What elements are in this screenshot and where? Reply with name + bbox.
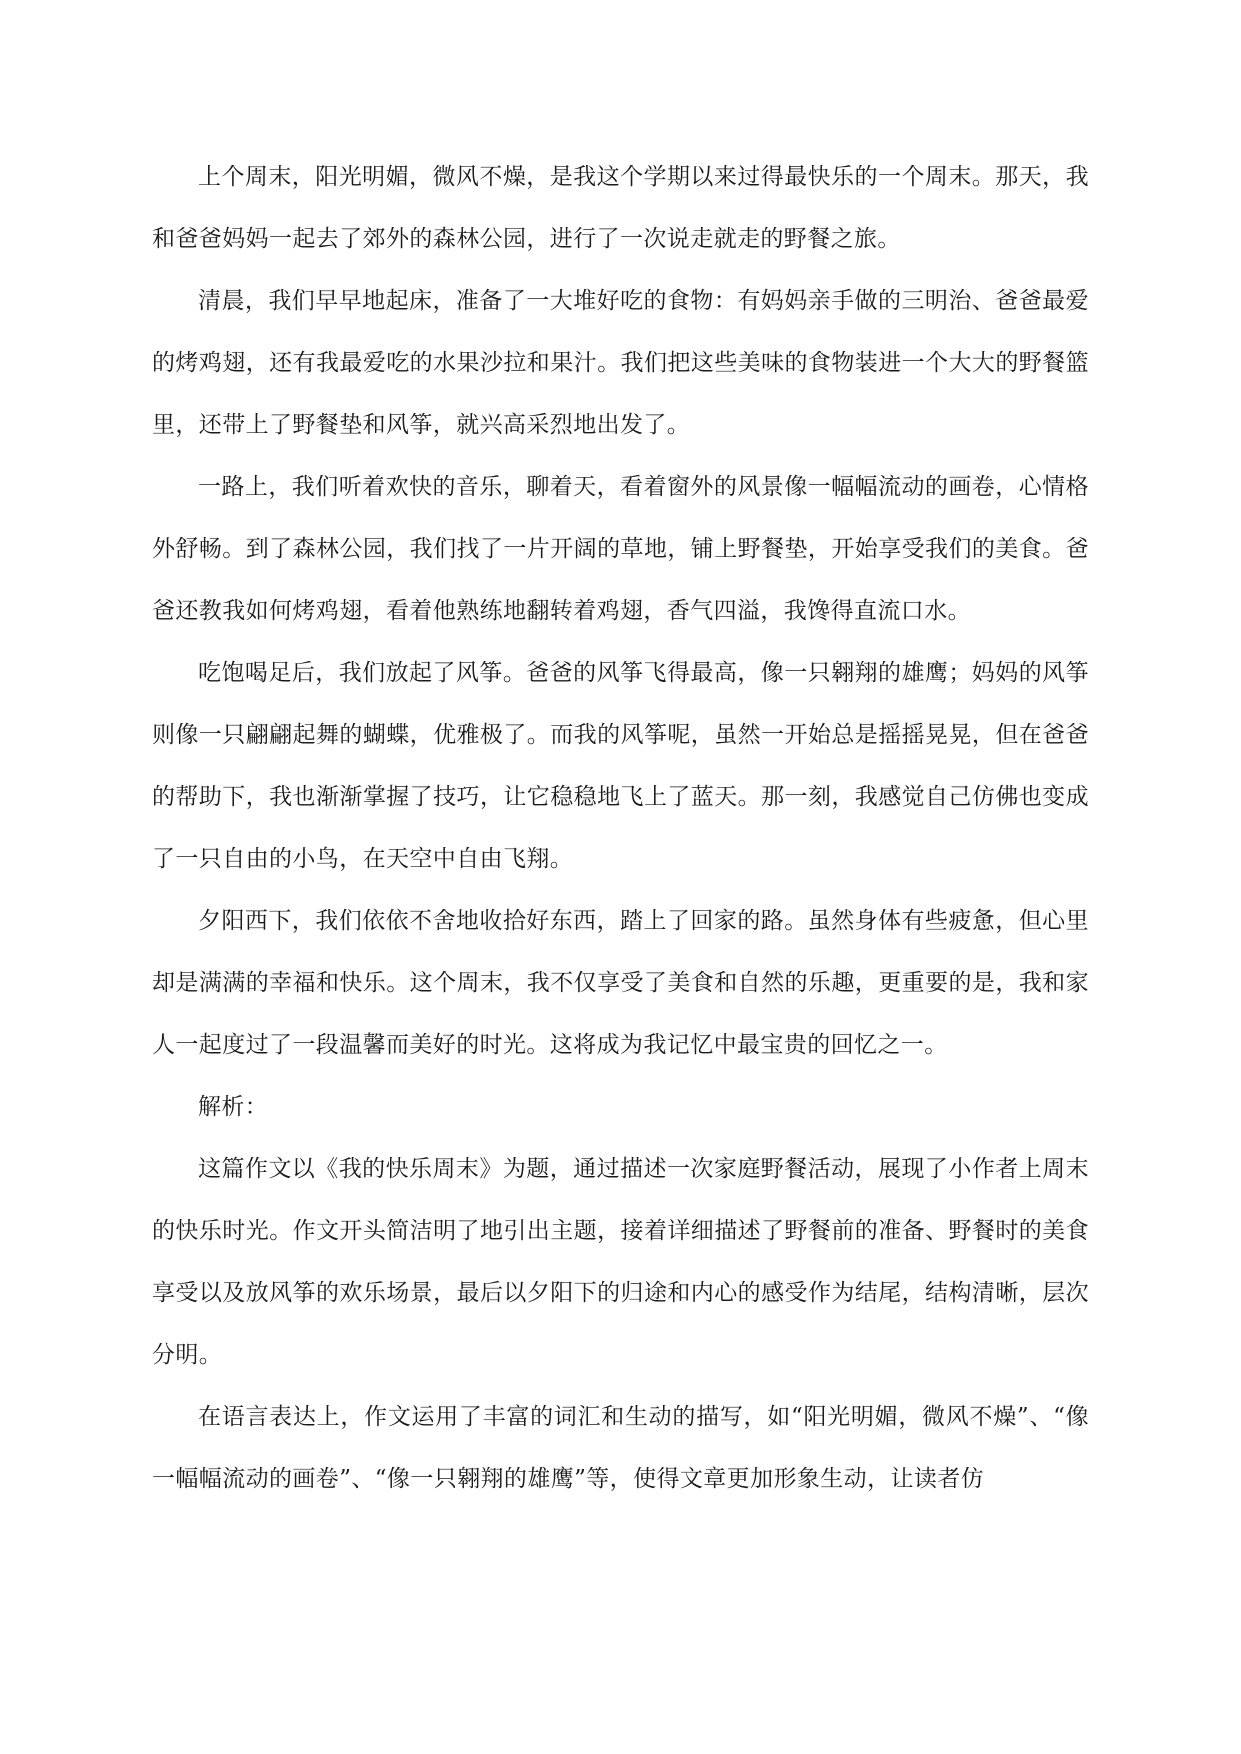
paragraph-preparation: 清晨，我们早早地起床，准备了一大堆好吃的食物：有妈妈亲手做的三明治、爸爸最爱的烤鸡翅，还有我最爱吃的水果沙拉和果汁。我们把这些美味的食物装进一个大大的野餐篮里，还带上了野餐垫和风筝，就兴高采烈地出发了。	[152, 288, 1089, 438]
paragraph-intro: 上个周末，阳光明媚，微风不燥，是我这个学期以来过得最快乐的一个周末。那天，我和爸爸妈妈一起去了郊外的森林公园，进行了一次说走就走的野餐之旅。	[152, 164, 1089, 252]
analysis-paragraph-language: 在语言表达上，作文运用了丰富的词汇和生动的描写，如“阳光明媚，微风不燥”、“像一幅幅流动的画卷”、“像一只翱翔的雄鹰”等，使得文章更加形象生动，让读者仿	[152, 1404, 1089, 1492]
document-body	[152, 146, 1089, 1510]
paragraph-kites: 吃饱喝足后，我们放起了风筝。爸爸的风筝飞得最高，像一只翱翔的雄鹰；妈妈的风筝则像一只翩翩起舞的蝴蝶，优雅极了。而我的风筝呢，虽然一开始总是摇摇晃晃，但在爸爸的帮助下，我也渐渐掌握了技巧，让它稳稳地飞上了蓝天。那一刻，我感觉自己仿佛也变成了一只自由的小鸟，在天空中自由飞翔。	[152, 660, 1089, 872]
analysis-heading: 解析：	[198, 1094, 269, 1120]
paragraph-sunset: 夕阳西下，我们依依不舍地收拾好东西，踏上了回家的路。虽然身体有些疲惫，但心里却是满满的幸福和快乐。这个周末，我不仅享受了美食和自然的乐趣，更重要的是，我和家人一起度过了一段温馨而美好的时光。这将成为我记忆中最宝贵的回忆之一。	[152, 908, 1089, 1058]
paragraph-journey: 一路上，我们听着欢快的音乐，聊着天，看着窗外的风景像一幅幅流动的画卷，心情格外舒畅。到了森林公园，我们找了一片开阔的草地，铺上野餐垫，开始享受我们的美食。爸爸还教我如何烤鸡翅，看着他熟练地翻转着鸡翅，香气四溢，我馋得直流口水。	[152, 474, 1089, 624]
analysis-paragraph-structure: 这篇作文以《我的快乐周末》为题，通过描述一次家庭野餐活动，展现了小作者上周末的快乐时光。作文开头简洁明了地引出主题，接着详细描述了野餐前的准备、野餐时的美食享受以及放风筝的欢乐场景，最后以夕阳下的归途和内心的感受作为结尾，结构清晰，层次分明。	[152, 1156, 1089, 1368]
